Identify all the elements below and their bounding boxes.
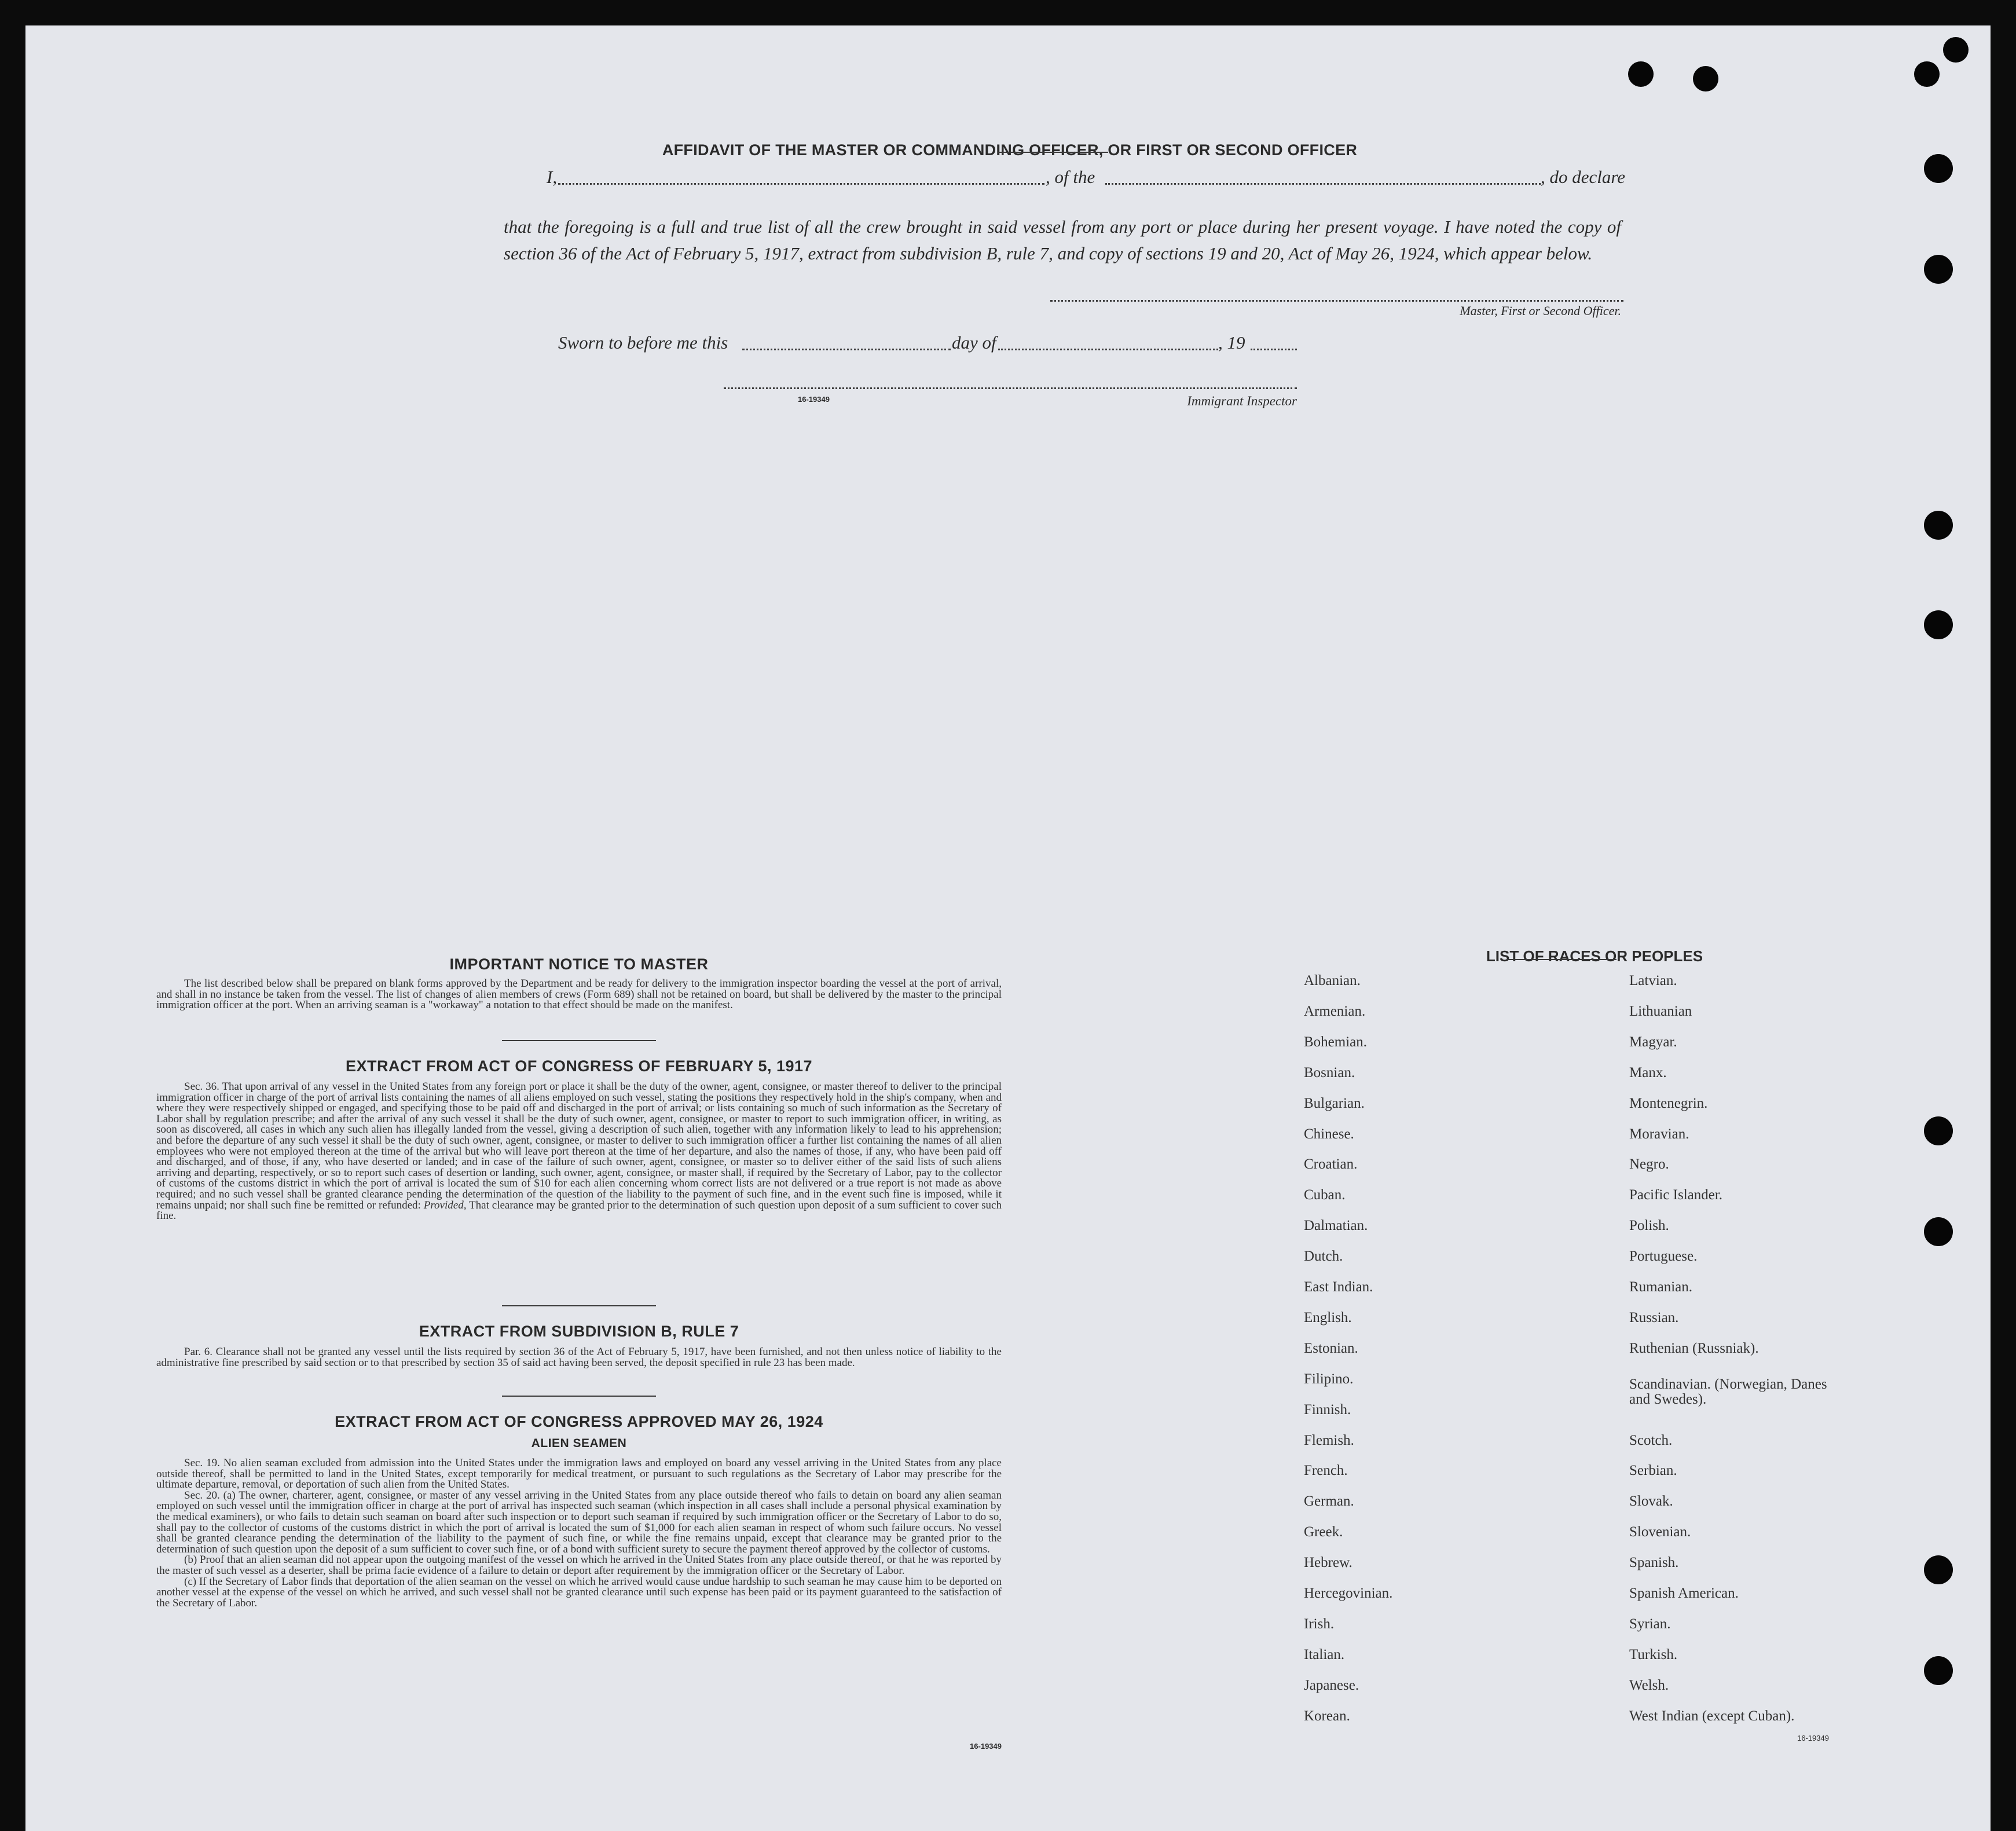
extract-1917-body: Sec. 36. That upon arrival of any vessel in the United States from any foreign port or place it shall be the duty of the owner, agent, consignee, or master thereof to deliver to the principal immigration officer in charge of the port of arrival lists containing the names of all aliens employed on such vessel, stating the positions they respectively hold in the ship's company, when and where they were respectively shipped or engaged, and specifying those to be paid off and discharged in the port of arrival; or lists containing so much of such information as the Secretary of Labor shall by regulation prescribe; and after the arrival of any such vessel it shall be the duty of such owner, agent, consignee, or master to report to such immigration officer, in writing, as soon as discovered, all cases in which any such alien has illegally landed from the vessel, giving a description of such alien, together with any information likely to lead to his apprehension; and before the departure of any such vessel it shall be the duty of such owner, agent, consignee, or master to deliver to such immigration officer a further list containing the names of all alien employees who were not employed thereon at the time of the arrival but who will leave port thereon at the time of her departure, and also the names of those, if any, who have been paid off and discharged, and of those, if any, who have deserted or landed; and in case of the failure of such owner, agent, consignee, or master so to deliver either of the said lists of such aliens arriving and departing, respectively, or so to report such cases of desertion or landing, such owner, agent, consignee, or master shall, if required by the Secretary of Labor, pay to the collector of customs of the customs district in which the port of arrival is located the sum of $10 for each alien concerning whom correct lists are not delivered or a true report is not made as above required; and no such vessel shall be granted clearance pending the determination of the question of the liability to the payment of such fine, and in the event such fine is imposed, while it remains unpaid; nor shall such fine be remitted or refunded: — [156, 1081, 1002, 1211]
affidavit-form-number: 16-19349 — [798, 395, 830, 404]
extract-1924-paragraphs — [156, 1458, 1002, 1609]
race-item: Polish. — [1629, 1218, 1669, 1234]
sworn-label: Sworn to before me this — [558, 332, 728, 353]
race-item: Bohemian. — [1304, 1034, 1368, 1050]
race-item: Portuguese. — [1629, 1248, 1698, 1265]
race-item: French. — [1304, 1463, 1348, 1479]
race-item: German. — [1304, 1493, 1354, 1510]
race-item: Lithuanian — [1629, 1003, 1692, 1019]
race-item: Albanian. — [1304, 973, 1361, 988]
alien-seamen-subtitle: ALIEN SEAMEN — [531, 1437, 627, 1450]
race-item: Bosnian. — [1304, 1064, 1355, 1081]
sec-20b-paragraph: (b) Proof that an alien seaman did not appear upon the outgoing manifest of the vessel on which he arrived in the United States from any place outside thereof, or that he was reported by the master of such vessel as a deserter, shall be prima facie evidence of a failure to detain or deport after requirement by the immigration officer or the Secretary of Labor. — [156, 1554, 1002, 1577]
race-item: Serbian. — [1629, 1463, 1677, 1479]
race-item: Slovenian. — [1629, 1524, 1691, 1540]
punch-hole — [1924, 1116, 1953, 1145]
races-divider — [1506, 959, 1617, 960]
punch-hole — [1924, 511, 1953, 540]
race-item: Turkish. — [1629, 1646, 1678, 1662]
race-item: Armenian. — [1304, 1003, 1366, 1019]
extract-1917-divider — [502, 1305, 656, 1306]
race-item: Slovak. — [1629, 1493, 1673, 1510]
race-item: English. — [1304, 1309, 1352, 1325]
vessel-blank — [1105, 183, 1541, 185]
name-blank — [558, 183, 1044, 185]
signature-caption: Master, First or Second Officer. — [1460, 303, 1621, 318]
race-item: Pacific Islander. — [1629, 1187, 1723, 1203]
signature-line — [1050, 300, 1623, 302]
affidavit-title: AFFIDAVIT OF THE MASTER OR COMMANDING OFFICER, OR FIRST OR SECOND OFFICER — [662, 141, 1358, 159]
extract-1924-title: EXTRACT FROM ACT OF CONGRESS APPROVED MAY 26, 1924 — [335, 1413, 823, 1430]
notice-divider — [502, 1040, 656, 1041]
title-divider — [998, 152, 1108, 153]
month-blank — [998, 349, 1218, 350]
race-item: Chinese. — [1304, 1126, 1354, 1142]
race-item: Montenegrin. — [1629, 1095, 1708, 1111]
race-item: Latvian. — [1629, 973, 1677, 988]
punch-hole — [1943, 37, 1969, 63]
extract-rule7-text: Par. 6. Clearance shall not be granted any vessel until the lists required by section 36 of the Act of February 5, 1917, have been furnished, and not then unless notice of liability to the administrative fine prescribed by said section or to that prescribed by section 35 of said act having been served, the deposit specified in rule 23 has been made. — [156, 1346, 1002, 1369]
punch-hole — [1628, 61, 1654, 87]
race-item: Cuban. — [1304, 1187, 1346, 1203]
punch-hole — [1924, 1656, 1953, 1685]
sec-19-paragraph: Sec. 19. No alien seaman excluded from admission into the United States under the immigration laws and employed on board any vessel arriving in the United States from any place outside thereof, shall be permitted to land in the United States, except temporarily for medical treatment, or pursuant to such regulations as the Secretary of Labor may prescribe for the ultimate departure, removal, or deportation of such alien from the United States. — [156, 1457, 1002, 1491]
punch-hole — [1693, 66, 1718, 91]
year-blank — [1251, 349, 1297, 350]
race-item: Syrian. — [1629, 1616, 1671, 1632]
document-page — [25, 25, 1991, 1831]
race-item: Scotch. — [1629, 1432, 1673, 1448]
race-item: Filipino. — [1304, 1371, 1354, 1387]
inspector-caption: Immigrant Inspector — [1187, 394, 1297, 408]
race-item: Welsh. — [1629, 1677, 1669, 1693]
race-item: West Indian (except Cuban). — [1629, 1708, 1795, 1724]
i-label: I, — [547, 167, 558, 187]
punch-hole — [1914, 61, 1940, 87]
sec-20c-paragraph: (c) If the Secretary of Labor finds that deportation of the alien seaman on the vessel on which he arrived would cause undue hardship to such seaman he may cause him to be deported on another vessel at the expense of the vessel on which he arrived, and such vessel shall not be granted clearance until such expense has been paid or its payment guaranteed to the satisfaction of the Secretary of Labor. — [156, 1575, 1002, 1609]
race-item: Magyar. — [1629, 1034, 1677, 1050]
race-item: Flemish. — [1304, 1432, 1354, 1448]
extract-1917-ending: That clearance may be granted prior to the determination of such question upon deposit of a sum sufficient to cover such fine. — [156, 1199, 1002, 1222]
races-form-number: 16-19349 — [1797, 1734, 1829, 1742]
race-item: Korean. — [1304, 1708, 1350, 1724]
race-item: Spanish. — [1629, 1555, 1679, 1571]
race-item: East Indian. — [1304, 1279, 1373, 1295]
day-blank — [742, 349, 951, 350]
extract-1917-text — [156, 1082, 1002, 1222]
day-of-label: day of — [952, 332, 996, 353]
notice-title: IMPORTANT NOTICE TO MASTER — [449, 955, 709, 973]
races-title: LIST OF RACES OR PEOPLES — [1486, 947, 1703, 965]
punch-hole — [1924, 255, 1953, 284]
punch-hole — [1924, 1217, 1953, 1246]
race-item: Hercegovinian. — [1304, 1585, 1393, 1601]
sec-20a-paragraph: Sec. 20. (a) The owner, charterer, agent, consignee, or master of any vessel arriving in the United States from any place outside thereof who fails to detain on board any alien seaman employed on such vessel until the immigration officer in charge at the port of arrival has inspected such seaman (which inspection in all cases shall include a personal physical examination by the medical examiners), or who fails to detain such seaman on board after such inspection or to deport such seaman if required by such immigration officer or the Secretary of Labor to do so, shall pay to the collector of customs of the customs district in which the port of arrival is located the sum of $1,000 for each alien seaman in respect of whom such failure occurs. No vessel shall be granted clearance pending the determination of the liability to the payment of such fine, or while the fine remains unpaid, except that clearance may be granted prior to the determination of such question upon the deposit of a sum sufficient to cover such fine, or of a bond with sufficient surety to secure the payment thereof approved by the collector of customs. — [156, 1489, 1002, 1555]
punch-hole — [1924, 1555, 1953, 1584]
of-the-label: , of the — [1046, 167, 1095, 187]
affidavit-body: that the foregoing is a full and true list of all the crew brought in said vessel from any port or place during her present voyage. I have noted the copy of section 36 of the Act of February 5, 1917, extract from subdivision B, rule 7, and copy of sections 19 and 20, Act of May 26, 1924, which appear below. — [504, 217, 1621, 263]
race-item: Croatian. — [1304, 1156, 1358, 1173]
race-item: Dalmatian. — [1304, 1218, 1368, 1234]
notice-text: The list described below shall be prepared on blank forms approved by the Department and be ready for delivery to the immigration inspector boarding the vessel at the port of arrival, and shall in no instance be taken from the vessel. The list of changes of alien members of crews (Form 689) shall not be retained on board, but shall be delivered by the master to the principal immigration officer at the port. When an arriving seaman is a "workaway" a notation to that effect should be made on the manifest. — [156, 977, 1002, 1012]
extract-form-number: 16-19349 — [970, 1742, 1002, 1751]
year-label: , 19 — [1218, 332, 1245, 353]
race-item: Irish. — [1304, 1616, 1335, 1632]
inspector-line — [724, 387, 1297, 389]
race-item: Ruthenian (Russniak). — [1629, 1340, 1759, 1356]
proviso-label: Provided, — [423, 1199, 467, 1211]
race-item: Russian. — [1629, 1309, 1679, 1325]
race-item: Greek. — [1304, 1524, 1343, 1540]
race-item: Japanese. — [1304, 1677, 1359, 1693]
race-item: Hebrew. — [1304, 1555, 1352, 1571]
race-item: Manx. — [1629, 1064, 1667, 1081]
race-item: Bulgarian. — [1304, 1095, 1365, 1111]
extract-rule7-divider — [502, 1396, 656, 1397]
punch-hole — [1924, 610, 1953, 639]
race-item: Dutch. — [1304, 1248, 1343, 1265]
race-item: Estonian. — [1304, 1340, 1358, 1356]
race-item: Italian. — [1304, 1646, 1345, 1662]
race-item: Finnish. — [1304, 1401, 1351, 1418]
do-declare-label: , do declare — [1541, 167, 1626, 187]
punch-hole — [1924, 154, 1953, 183]
race-item: Spanish American. — [1629, 1585, 1739, 1601]
race-item: Scandinavian. (Norwegian, Danes and Swedes). — [1629, 1376, 1827, 1407]
extract-1917-title: EXTRACT FROM ACT OF CONGRESS OF FEBRUARY 5, 1917 — [345, 1057, 813, 1075]
race-item: Rumanian. — [1629, 1279, 1693, 1295]
race-item: Moravian. — [1629, 1126, 1689, 1142]
race-item: Negro. — [1629, 1156, 1669, 1173]
extract-rule7-title: EXTRACT FROM SUBDIVISION B, RULE 7 — [419, 1323, 739, 1340]
